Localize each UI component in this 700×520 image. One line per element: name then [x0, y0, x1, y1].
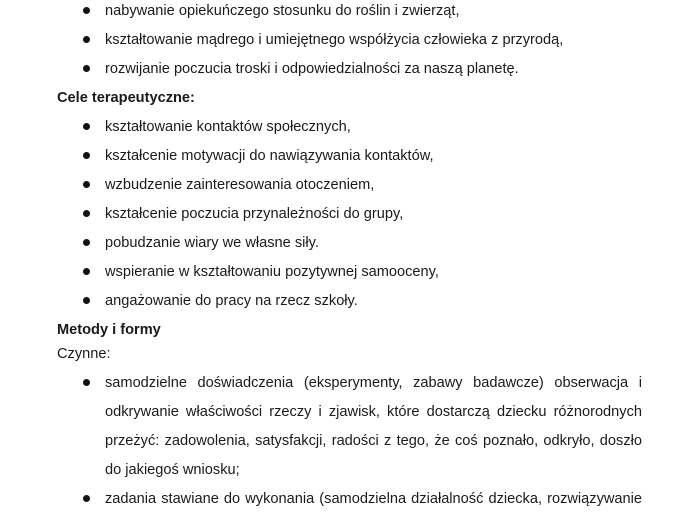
list-item-text: pobudzanie wiary we własne siły.: [105, 235, 319, 251]
bullet-icon: [83, 297, 90, 304]
list-item-text: kształtowanie mądrego i umiejętnego współżycia człowieka z przyrodą,: [105, 32, 564, 48]
bullet-icon: [83, 152, 90, 159]
list-item: [0, 146, 700, 166]
list-item-text: rozwijanie poczucia troski i odpowiedzialności za naszą planetę.: [105, 61, 519, 77]
paragraph-line: odkrywanie właściwości rzeczy i zjawisk, które dostarczą dziecku różnorodnych: [105, 404, 642, 420]
bullet-icon: [83, 379, 90, 386]
bullet-icon: [83, 268, 90, 275]
list-item: [0, 175, 700, 195]
list-item: [0, 30, 700, 50]
bullet-icon: [83, 65, 90, 72]
list-item: [0, 233, 700, 253]
list-item: [0, 1, 700, 21]
paragraph-line: samodzielne doświadczenia (eksperymenty, zabawy badawcze) obserwacja i: [105, 375, 642, 391]
list-item-text: angażowanie do pracy na rzecz szkoły.: [105, 293, 358, 309]
list-item: [0, 59, 700, 79]
list-item: [0, 204, 700, 224]
list-item-text: kształcenie motywacji do nawiązywania kontaktów,: [105, 148, 434, 164]
bullet-icon: [83, 239, 90, 246]
bullet-icon: [83, 7, 90, 14]
paragraph-line: przeżyć: zadowolenia, satysfakcji, radości z tego, że coś poznało, odkryło, doszło: [105, 433, 642, 449]
section-heading-methods: Metody i formy: [57, 322, 161, 338]
bullet-icon: [83, 210, 90, 217]
list-item-text: kształtowanie kontaktów społecznych,: [105, 119, 351, 135]
paragraph-line: zadania stawiane do wykonania (samodzielna działalność dziecka, rozwiązywanie: [105, 491, 642, 507]
subheading-active: Czynne:: [57, 346, 111, 362]
bullet-icon: [83, 181, 90, 188]
bullet-icon: [83, 123, 90, 130]
list-item: [0, 117, 700, 137]
list-item: [0, 291, 700, 311]
list-item: [0, 262, 700, 282]
list-item-text: wspieranie w kształtowaniu pozytywnej samooceny,: [105, 264, 439, 280]
paragraph-line: do jakiegoś wniosku;: [105, 462, 240, 478]
bullet-icon: [83, 36, 90, 43]
section-heading-therapeutic-goals: Cele terapeutyczne:: [57, 90, 195, 106]
list-item-text: nabywanie opiekuńczego stosunku do roślin i zwierząt,: [105, 3, 460, 19]
list-item-text: kształcenie poczucia przynależności do grupy,: [105, 206, 404, 222]
bullet-icon: [83, 495, 90, 502]
list-item-text: wzbudzenie zainteresowania otoczeniem,: [105, 177, 375, 193]
